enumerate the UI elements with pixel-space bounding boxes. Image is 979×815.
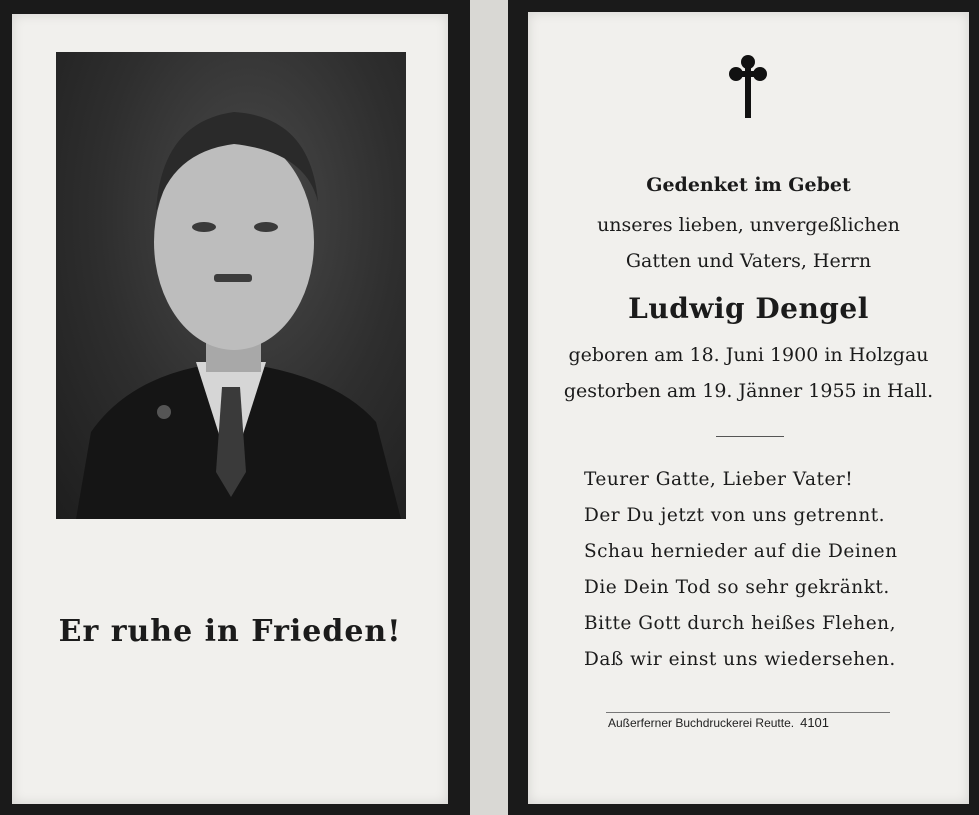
inscription: Er ruhe in Frieden! bbox=[58, 614, 402, 649]
poem-line: Der Du jetzt von uns getrennt. bbox=[584, 505, 886, 526]
left-card bbox=[12, 14, 448, 804]
cross-icon bbox=[726, 52, 770, 120]
printer-number: 4101 bbox=[800, 715, 830, 730]
poem-line: Bitte Gott durch heißes Flehen, bbox=[584, 613, 896, 634]
relation-line: Gatten und Vaters, Herrn bbox=[625, 250, 872, 272]
poem-line: Teurer Gatte, Lieber Vater! bbox=[584, 469, 854, 490]
deceased-name: Ludwig Dengel bbox=[628, 292, 869, 325]
portrait-figure bbox=[56, 52, 406, 519]
printer-rule bbox=[606, 712, 890, 713]
death-line: gestorben am 19. Jänner 1955 in Hall. bbox=[563, 380, 934, 402]
portrait-photo bbox=[56, 52, 406, 519]
dedication-line: unseres lieben, unvergeßlichen bbox=[597, 214, 900, 236]
printer-imprint bbox=[608, 715, 829, 730]
remembrance-line: Gedenket im Gebet bbox=[646, 174, 851, 196]
poem-line: Daß wir einst uns wiedersehen. bbox=[584, 649, 896, 670]
fold-strip bbox=[470, 0, 508, 815]
right-card bbox=[528, 12, 969, 804]
poem bbox=[584, 466, 898, 682]
poem-line: Schau hernieder auf die Deinen bbox=[584, 541, 898, 562]
divider bbox=[716, 436, 784, 437]
poem-line: Die Dein Tod so sehr gekränkt. bbox=[584, 577, 890, 598]
printer-name: Außerferner Buchdruckerei Reutte. bbox=[608, 716, 795, 730]
birth-line: geboren am 18. Juni 1900 in Holzgau bbox=[568, 344, 929, 366]
